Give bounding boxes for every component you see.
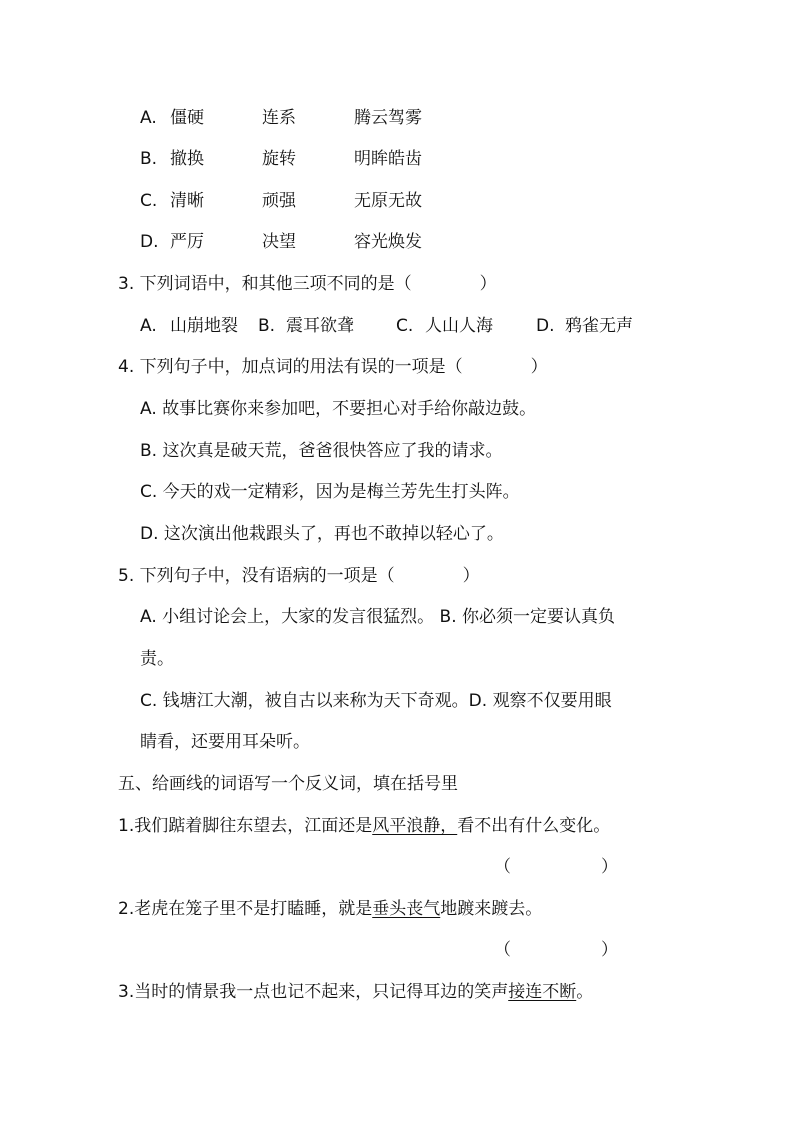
option-label: C.: [396, 316, 414, 336]
option-word-3: 无原无故: [354, 191, 422, 211]
question-stem-text: 4. 下列句子中，加点词的用法有误的一项是（: [118, 357, 463, 377]
close-paren: ）: [530, 357, 548, 377]
section-5-heading: 五、给画线的词语写一个反义词，填在括号里: [118, 774, 458, 794]
open-paren: （: [494, 940, 511, 960]
underlined-word: 接连不断: [508, 982, 577, 1002]
option-word-3: 容光焕发: [354, 232, 422, 252]
option-word-1: 僵硬: [170, 108, 204, 128]
close-paren: ）: [601, 857, 618, 877]
close-paren: ）: [462, 566, 480, 586]
option-word-1: 撤换: [170, 149, 204, 169]
option-label: B.: [140, 149, 158, 169]
sentence-text: 2.老虎在笼子里不是打瞌睡，就是: [118, 899, 373, 919]
question-4-option-d: D. 这次演出他栽跟头了，再也不敢掉以轻心了。: [140, 524, 504, 544]
sentence-text: 1.我们踮着脚往东望去，江面还是: [118, 816, 373, 836]
sentence-text: 3.当时的情景我一点也记不起来，只记得耳边的笑声: [118, 982, 509, 1002]
option-word-2: 决望: [262, 232, 296, 252]
question-4-option-c: C. 今天的戏一定精彩，因为是梅兰芳先生打头阵。: [140, 482, 520, 502]
question-4-stem: [118, 356, 548, 378]
section-5-item-2: [118, 898, 542, 920]
option-word-1: 清晰: [170, 191, 204, 211]
option-text: 震耳欲聋: [286, 316, 354, 336]
open-paren: （: [494, 857, 511, 877]
option-word-1: 严厉: [170, 232, 204, 252]
question-5-options-line-4: 睛看，还要用耳朵听。: [140, 732, 310, 752]
close-paren: ）: [479, 274, 497, 294]
option-label: D.: [140, 232, 159, 252]
question-5-options-line-3: C. 钱塘江大潮，被自古以来称为天下奇观。D. 观察不仅要用眼: [140, 691, 612, 711]
option-word-2: 连系: [262, 108, 296, 128]
option-text: 山崩地裂: [170, 316, 238, 336]
option-text: 鸦雀无声: [565, 316, 633, 336]
question-stem-text: 5. 下列句子中，没有语病的一项是（: [118, 566, 395, 586]
question-3-stem: [118, 273, 497, 295]
question-5-options-line-2: 责。: [140, 649, 174, 669]
answer-parens-2[interactable]: [494, 939, 618, 961]
sentence-text: 看不出有什么变化。: [457, 816, 611, 836]
underlined-word: 垂头丧气: [372, 899, 441, 919]
option-label: C.: [140, 191, 158, 211]
option-label: B.: [258, 316, 276, 336]
question-4-option-b: B. 这次真是破天荒，爸爸很快答应了我的请求。: [140, 441, 503, 461]
answer-parens-1[interactable]: [494, 856, 618, 878]
question-5-stem: [118, 565, 480, 587]
close-paren: ）: [601, 940, 618, 960]
option-word-3: 腾云驾雾: [354, 108, 422, 128]
option-word-2: 顽强: [262, 191, 296, 211]
question-stem-text: 3. 下列词语中，和其他三项不同的是（: [118, 274, 412, 294]
sentence-text: 。: [576, 982, 594, 1002]
section-5-item-1: [118, 815, 610, 837]
option-label: A.: [140, 316, 157, 336]
question-4-option-a: A. 故事比赛你来参加吧，不要担心对手给你敲边鼓。: [140, 399, 537, 419]
question-5-options-line-1: A. 小组讨论会上，大家的发言很猛烈。 B. 你必须一定要认真负: [140, 607, 616, 627]
underlined-word: 风平浪静，: [372, 816, 458, 836]
option-text: 人山人海: [425, 316, 493, 336]
option-word-3: 明眸皓齿: [354, 149, 422, 169]
sentence-text: 地踱来踱去。: [440, 899, 543, 919]
section-5-item-3: [118, 981, 593, 1003]
option-word-2: 旋转: [262, 149, 296, 169]
option-label: D.: [536, 316, 555, 336]
option-label: A.: [140, 108, 157, 128]
